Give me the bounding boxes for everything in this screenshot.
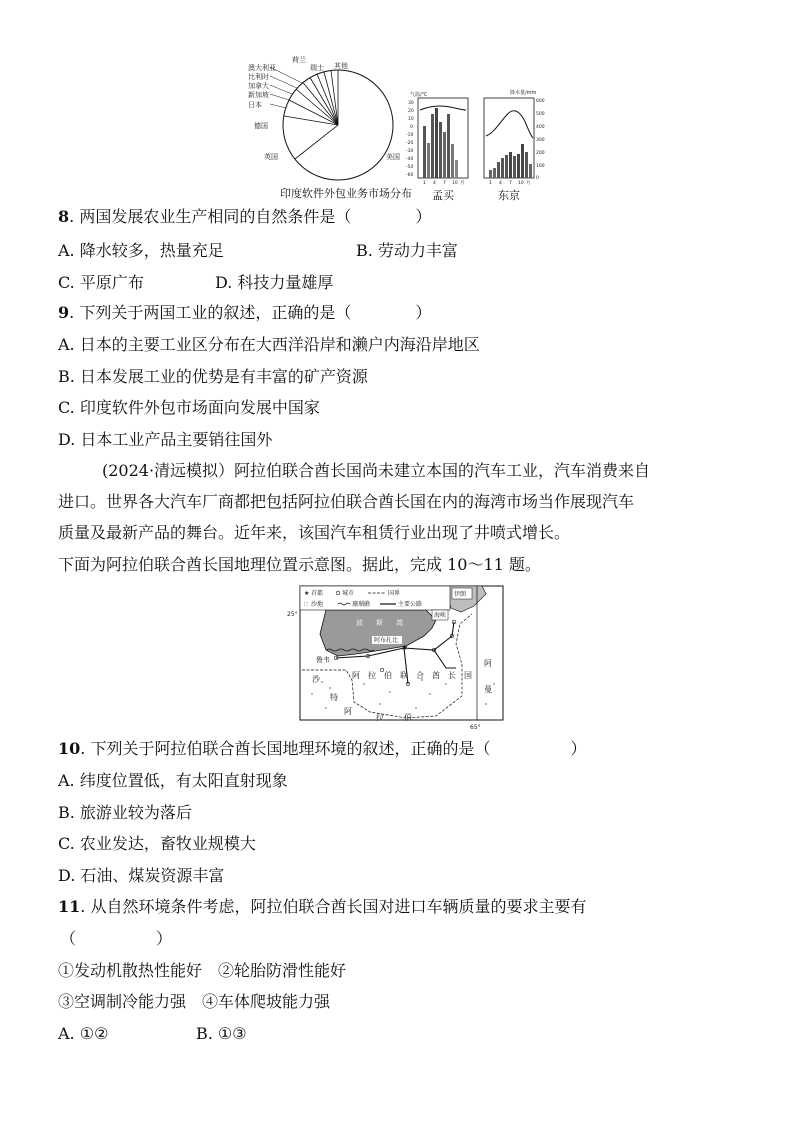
question-11-stem: 11. 从自然环境条件考虑，阿拉伯联合酋长国对进口车辆质量的要求主要有 [58,897,587,916]
tokyo-y-unit: 降水量/mm [510,90,537,96]
legend-border: 国界 [388,590,401,597]
svg-text:1: 1 [423,181,426,186]
question-10-stem: 10. 下列关于阿拉伯联合酋长国地理环境的叙述，正确的是（ ） [58,739,587,758]
svg-text:阿: 阿 [344,707,352,716]
pie-chart [248,55,412,200]
svg-text:4: 4 [499,181,502,186]
svg-text:拉: 拉 [376,713,384,722]
pie-label-switzerland: 瑞士 [310,64,324,72]
svg-text:10: 10 [518,181,524,186]
label-abu-dhabi: 阿布扎比 [374,637,399,644]
question-10-option-c: C. 农业发达，畜牧业规模大 [58,834,256,853]
svg-text:月: 月 [460,181,465,186]
question-11-items-2: ③空调制冷能力强 ④车体爬坡能力强 [58,992,331,1011]
question-9-option-b: B. 日本发展工业的优势是有丰富的矿产资源 [58,367,368,386]
pie-label-japan: 日本 [248,101,262,109]
passage-line-1: (2024·清远模拟）阿拉伯联合酋长国尚未建立本国的汽车工业，汽车消费来自 [102,461,651,480]
question-11-number: 11 [58,897,81,916]
svg-text:600: 600 [536,99,545,104]
legend-capital: 首都 [311,590,324,597]
pie-label-australia: 澳大利亚 [248,64,276,72]
svg-text:30: 30 [408,101,414,106]
svg-text:特: 特 [330,693,338,702]
pie-label-netherlands: 荷兰 [292,56,306,64]
question-9-number: 9 [58,303,70,322]
legend-desert: 沙地 [311,601,324,608]
svg-text:10: 10 [452,181,458,186]
mumbai-y-unit: 气温/℃ [410,92,428,98]
svg-text:曼: 曼 [484,685,492,694]
uae-location-map [286,584,508,732]
label-ruwais: 鲁韦 [316,656,330,664]
svg-text:4: 4 [433,181,436,186]
label-uae: 阿 拉 伯 联 合 酋 长 国 [352,671,472,680]
svg-text:-40: -40 [406,157,414,162]
question-9-option-a: A. 日本的主要工业区分布在大西洋沿岸和濑户内海沿岸地区 [58,335,480,354]
question-8-option-d: D. 科技力量雄厚 [215,273,334,292]
climate-chart-tokyo [484,89,545,202]
mumbai-caption: 孟买 [432,189,454,202]
question-9-option-d: D. 日本工业产品主要销往国外 [58,430,273,449]
label-latitude: 25° [287,611,298,618]
question-8-option-a: A. 降水较多，热量充足 [58,241,224,260]
svg-text:7: 7 [443,181,446,186]
question-11-option-b: B. ①③ [196,1024,247,1043]
svg-text:300: 300 [536,138,545,143]
svg-text:7: 7 [509,181,512,186]
question-8-stem: 8. 两国发展农业生产相同的自然条件是（ ） [58,207,432,226]
question-9-option-c: C. 印度软件外包市场面向发展中国家 [58,398,320,417]
pie-caption: 印度软件外包业务市场分布 [280,187,412,200]
legend-road: 主要公路 [398,601,423,608]
legend-city: 城市 [342,590,355,597]
passage-line-4: 下面为阿拉伯联合酋长国地理位置示意图。据此，完成 10～11 题。 [58,555,541,574]
svg-text:沙: 沙 [312,675,320,684]
svg-text:★: ★ [401,643,409,652]
svg-text:500: 500 [536,112,545,117]
svg-text:-50: -50 [406,165,414,170]
legend-reef: 珊瑚礁 [352,601,371,608]
pie-label-germany: 德国 [254,122,268,130]
svg-text:0: 0 [410,125,413,130]
pie-label-uk: 英国 [264,153,278,161]
svg-text:∷: ∷ [304,601,308,608]
svg-text:1: 1 [489,181,492,186]
label-meridian: 65° [470,724,481,731]
pie-label-belgium: 比利时 [248,73,269,81]
question-11-items-1: ①发动机散热性能好 ②轮胎防滑性能好 [58,961,347,980]
pie-label-usa: 美国 [386,153,400,161]
svg-text:-10: -10 [406,133,414,138]
svg-text:阿: 阿 [484,659,492,668]
pie-label-canada: 加拿大 [248,82,269,90]
svg-text:100: 100 [536,164,545,169]
question-8-option-c: C. 平原广布 [58,273,144,292]
label-hormuz: 海峡 [434,612,447,619]
svg-text:★: ★ [304,590,310,597]
question-8-option-b: B. 劳动力丰富 [356,241,458,260]
svg-text:-60: -60 [406,173,414,178]
svg-text:10: 10 [408,117,414,122]
label-iran: 伊朗 [454,591,467,598]
svg-text:400: 400 [536,125,545,130]
svg-text:伯: 伯 [404,713,412,722]
tokyo-caption: 东京 [498,189,520,202]
svg-text:20: 20 [408,109,414,114]
climate-chart-mumbai [406,91,468,202]
svg-text:200: 200 [536,151,545,156]
question-11-answer-blank: （ ） [60,929,173,948]
figure-top [240,48,560,202]
question-10-option-d: D. 石油、煤炭资源丰富 [58,866,225,885]
svg-text:0: 0 [536,176,539,181]
svg-text:湾: 湾 [396,619,403,627]
pie-label-other: 其他 [334,62,348,70]
passage-line-3: 质量及最新产品的舞台。近年来，该国汽车租赁行业出现了井喷式增长。 [58,523,571,542]
pie-label-singapore: 新加坡 [248,91,269,99]
passage-line-2: 进口。世界各大汽车厂商都把包括阿拉伯联合酋长国在内的海湾市场当作展现汽车 [58,492,635,511]
question-8-number: 8 [58,207,70,226]
svg-text:-30: -30 [406,149,414,154]
svg-text:-20: -20 [406,141,414,146]
question-10-number: 10 [58,739,81,758]
svg-text:斯: 斯 [376,619,383,627]
svg-text:月: 月 [526,181,531,186]
question-11-option-a: A. ①② [58,1024,109,1043]
svg-text:波: 波 [356,619,363,627]
question-10-option-a: A. 纬度位置低，有太阳直射现象 [58,771,288,790]
question-10-option-b: B. 旅游业较为落后 [58,803,192,822]
question-9-stem: 9. 下列关于两国工业的叙述，正确的是（ ） [58,303,432,322]
